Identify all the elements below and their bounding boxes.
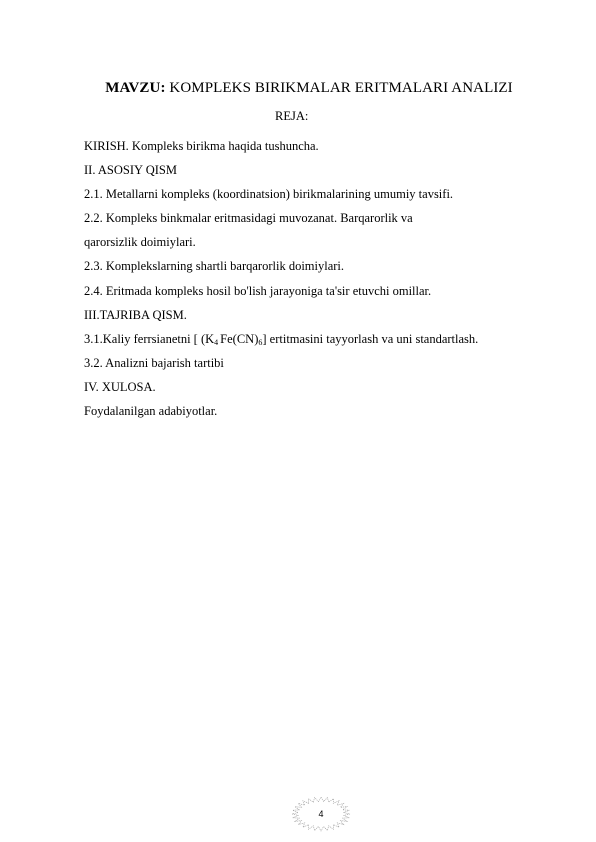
toc-3-1-formula: Fe(CN) bbox=[220, 331, 259, 346]
toc-references: Foydalanilgan adabiyotlar. bbox=[84, 404, 218, 419]
toc-part-2: II. ASOSIY QISM bbox=[84, 163, 177, 178]
toc-part-3: III.TAJRIBA QISM. bbox=[84, 307, 187, 322]
toc-section-3-2: 3.2. Analizni bajarish tartibi bbox=[84, 355, 224, 370]
toc-section-2-3: 2.3. Komplekslarning shartli barqarorlik doimiylari. bbox=[84, 259, 345, 274]
toc-3-1-suffix: ] ertitmasini tayyorlash va uni standartlash. bbox=[262, 331, 479, 346]
toc-3-1-subscript-cn: 6 bbox=[258, 337, 263, 347]
plan-heading: REJA: bbox=[275, 109, 309, 123]
title-label: MAVZU: bbox=[105, 80, 166, 96]
page-number-badge bbox=[290, 795, 352, 833]
toc-section-2-4: 2.4. Eritmada kompleks hosil bo'lish jarayoniga ta'sir etuvchi omillar. bbox=[84, 283, 432, 298]
toc-section-3-1 bbox=[84, 331, 554, 355]
page-number: 4 bbox=[318, 809, 324, 819]
toc-3-1-prefix: 3.1.Kaliy ferrsianetni [ (K bbox=[84, 331, 215, 346]
toc-intro: KIRISH. Kompleks birikma haqida tushuncha. bbox=[84, 139, 319, 153]
toc-3-1-subscript-k: 4 bbox=[214, 337, 221, 347]
table-of-contents bbox=[84, 138, 554, 427]
title-text: KOMPLEKS BIRIKMALAR ERITMALARI ANALIZI bbox=[169, 80, 513, 96]
toc-part-4: IV. XULOSA. bbox=[84, 379, 156, 394]
toc-section-2-2: 2.2. Kompleks binkmalar eritmasidagi muvozanat. Barqarorlik va bbox=[84, 211, 413, 226]
toc-section-2-2-continued: qarorsizlik doimiylari. bbox=[84, 235, 196, 250]
document-title bbox=[0, 80, 596, 97]
toc-section-2-1: 2.1. Metallarni kompleks (koordinatsion) birikmalarining umumiy tavsifi. bbox=[84, 187, 454, 202]
